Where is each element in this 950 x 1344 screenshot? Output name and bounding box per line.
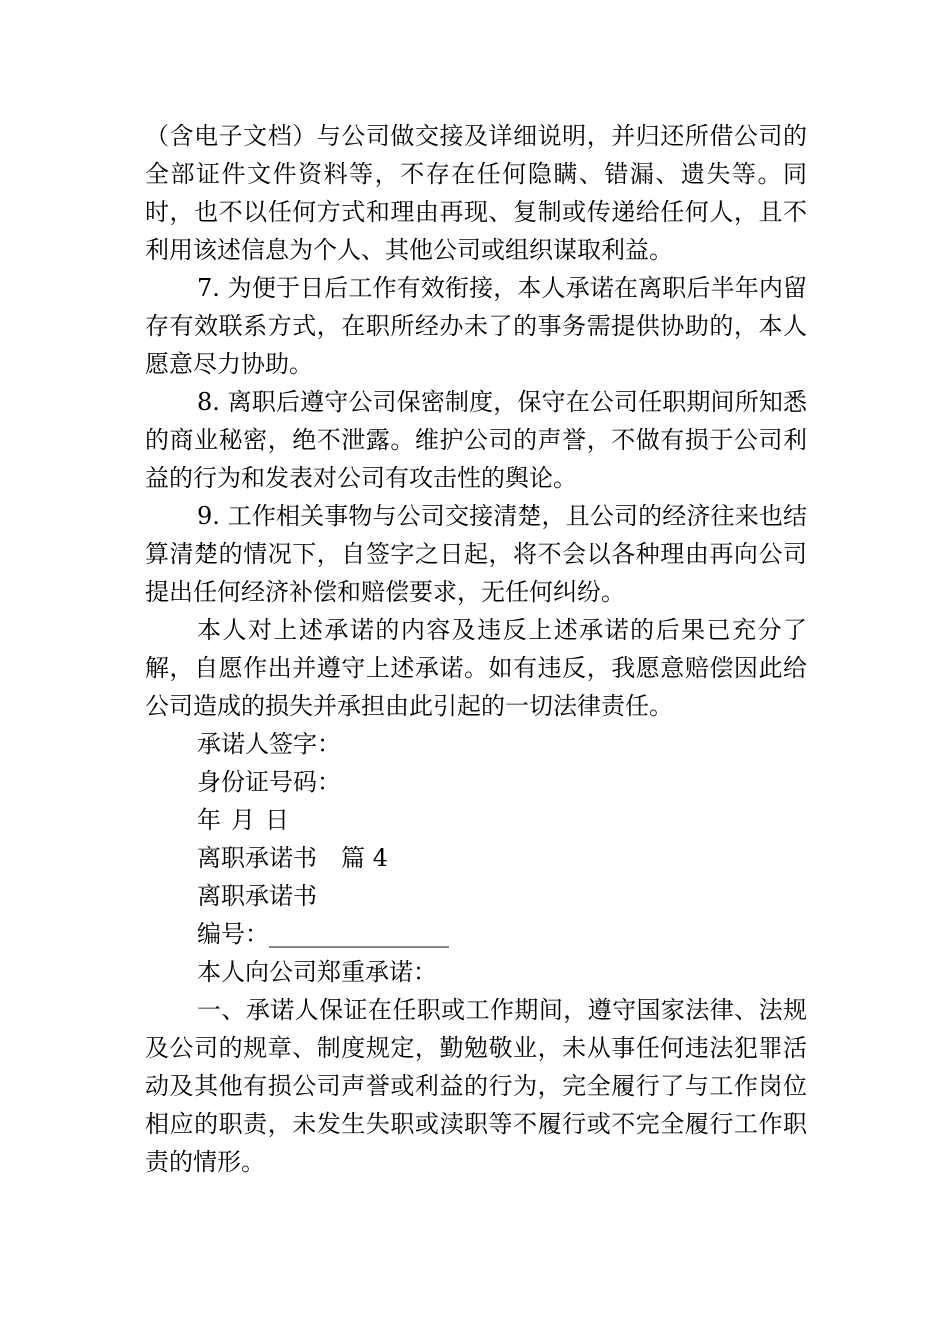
paragraph-acknowledgement: 本人对上述承诺的内容及违反上述承诺的后果已充分了解，自愿作出并遵守上述承诺。如有违反，我愿意赔偿因此给公司造成的损失并承担由此引起的一切法律责任。 <box>145 616 807 720</box>
paragraph-clause-8: 8. 离职后遵守公司保密制度，保守在公司任职期间所知悉的商业秘密，绝不泄露。维护公司的声誉，不做有损于公司利益的行为和发表对公司有攻击性的舆论。 <box>145 388 807 492</box>
document-page <box>145 117 807 1181</box>
section-heading: 离职承诺书 篇 4 <box>197 844 388 872</box>
document-title: 离职承诺书 <box>197 882 317 910</box>
date-year: 年 <box>197 806 221 834</box>
paragraph-handover: （含电子文档）与公司做交接及详细说明，并归还所借公司的全部证件文件资料等，不存在任何隐瞒、错漏、遗失等。同时，也不以任何方式和理由再现、复制或传递给任何人，且不利用该述信息为个人、其他公司或组织谋取利益。 <box>145 122 807 264</box>
number-label: 编号：_______________ <box>197 920 449 948</box>
date-line <box>145 801 807 839</box>
paragraph-clause-7: 7. 为便于日后工作有效衔接，本人承诺在离职后半年内留存有效联系方式，在职所经办未了的事务需提供协助的，本人愿意尽力协助。 <box>145 274 807 378</box>
signature-label: 承诺人签字： <box>197 730 341 758</box>
date-day: 日 <box>265 806 289 834</box>
intro-line: 本人向公司郑重承诺： <box>197 958 437 986</box>
id-number-label: 身份证号码： <box>197 768 341 796</box>
paragraph-clause-one: 一、承诺人保证在任职或工作期间，遵守国家法律、法规及公司的规章、制度规定，勤勉敬业，未从事任何违法犯罪活动及其他有损公司声誉或利益的行为，完全履行了与工作岗位相应的职责，未发生失职或渎职等不履行或不完全履行工作职责的情形。 <box>145 996 807 1176</box>
paragraph-clause-9: 9. 工作相关事物与公司交接清楚，且公司的经济往来也结算清楚的情况下，自签字之日起，将不会以各种理由再向公司提出任何经济补偿和赔偿要求，无任何纠纷。 <box>145 502 807 606</box>
date-month: 月 <box>231 806 255 834</box>
